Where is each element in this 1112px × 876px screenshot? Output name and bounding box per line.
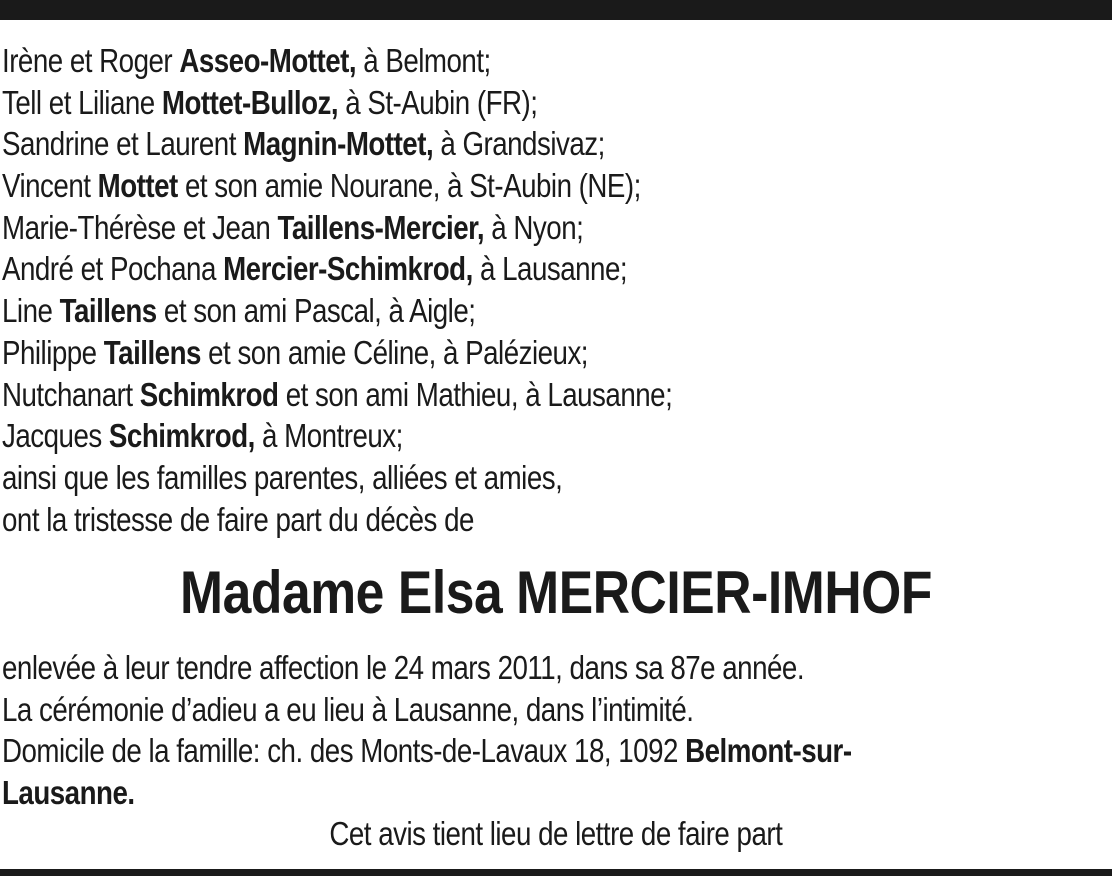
details-block — [2, 647, 1112, 814]
mourners-list — [2, 40, 1108, 540]
family-name: Taillens — [59, 292, 157, 330]
family-name: Asseo-Mottet, — [179, 42, 357, 79]
ceremony-line: La cérémonie d’adieu a eu lieu à Lausanne, dans l’intimité. — [2, 690, 694, 728]
top-rule — [0, 0, 1112, 20]
mourner-line: Line Taillens et son ami Pascal, à Aigle; — [2, 292, 476, 330]
address-town-continued: Lausanne. — [2, 774, 135, 812]
mourner-line: Nutchanart Schimkrod et son ami Mathieu, à Lausanne; — [2, 375, 673, 413]
mourner-line: Philippe Taillens et son amie Céline, à Palézieux; — [2, 333, 589, 371]
deceased-name: Madame Elsa MERCIER-IMHOF — [180, 559, 932, 626]
family-name: Taillens — [103, 333, 201, 371]
announcement-line: ont la tristesse de faire part du décès de — [2, 500, 474, 538]
families-line: ainsi que les familles parentes, alliées et amies, — [2, 458, 563, 496]
mourner-line: Irène et Roger Asseo-Mottet, à Belmont; — [2, 42, 491, 79]
mourner-line: André et Pochana Mercier-Schimkrod, à Lausanne; — [2, 250, 628, 288]
family-name: Schimkrod, — [108, 417, 255, 455]
mourner-line: Tell et Liliane Mottet-Bulloz, à St-Aubin (FR); — [2, 83, 538, 121]
closing-note: Cet avis tient lieu de lettre de faire part — [329, 815, 783, 852]
family-name: Mercier-Schimkrod, — [223, 250, 473, 288]
mourner-line: Marie-Thérèse et Jean Taillens-Mercier, à Nyon; — [2, 208, 584, 246]
family-name: Schimkrod — [139, 375, 279, 413]
mourner-line: Jacques Schimkrod, à Montreux; — [2, 417, 403, 455]
address-prefix: Domicile de la famille: ch. des Monts-de-Lavaux 18, 1092 — [2, 732, 686, 770]
family-name: Mottet — [97, 167, 178, 205]
family-name: Mottet-Bulloz, — [161, 83, 339, 121]
address-town: Belmont-sur- — [685, 732, 852, 770]
bottom-rule — [0, 869, 1112, 876]
address-line-continued — [2, 772, 934, 814]
mourner-line: Vincent Mottet et son amie Nourane, à St-Aubin (NE); — [2, 167, 641, 205]
family-name: Magnin-Mottet, — [243, 125, 434, 163]
death-line: enlevée à leur tendre affection le 24 mars 2011, dans sa 87e année. — [2, 649, 805, 686]
mourner-line: Sandrine et Laurent Magnin-Mottet, à Grandsivaz; — [2, 125, 605, 163]
address-line — [2, 730, 934, 772]
family-name: Taillens-Mercier, — [277, 208, 485, 246]
